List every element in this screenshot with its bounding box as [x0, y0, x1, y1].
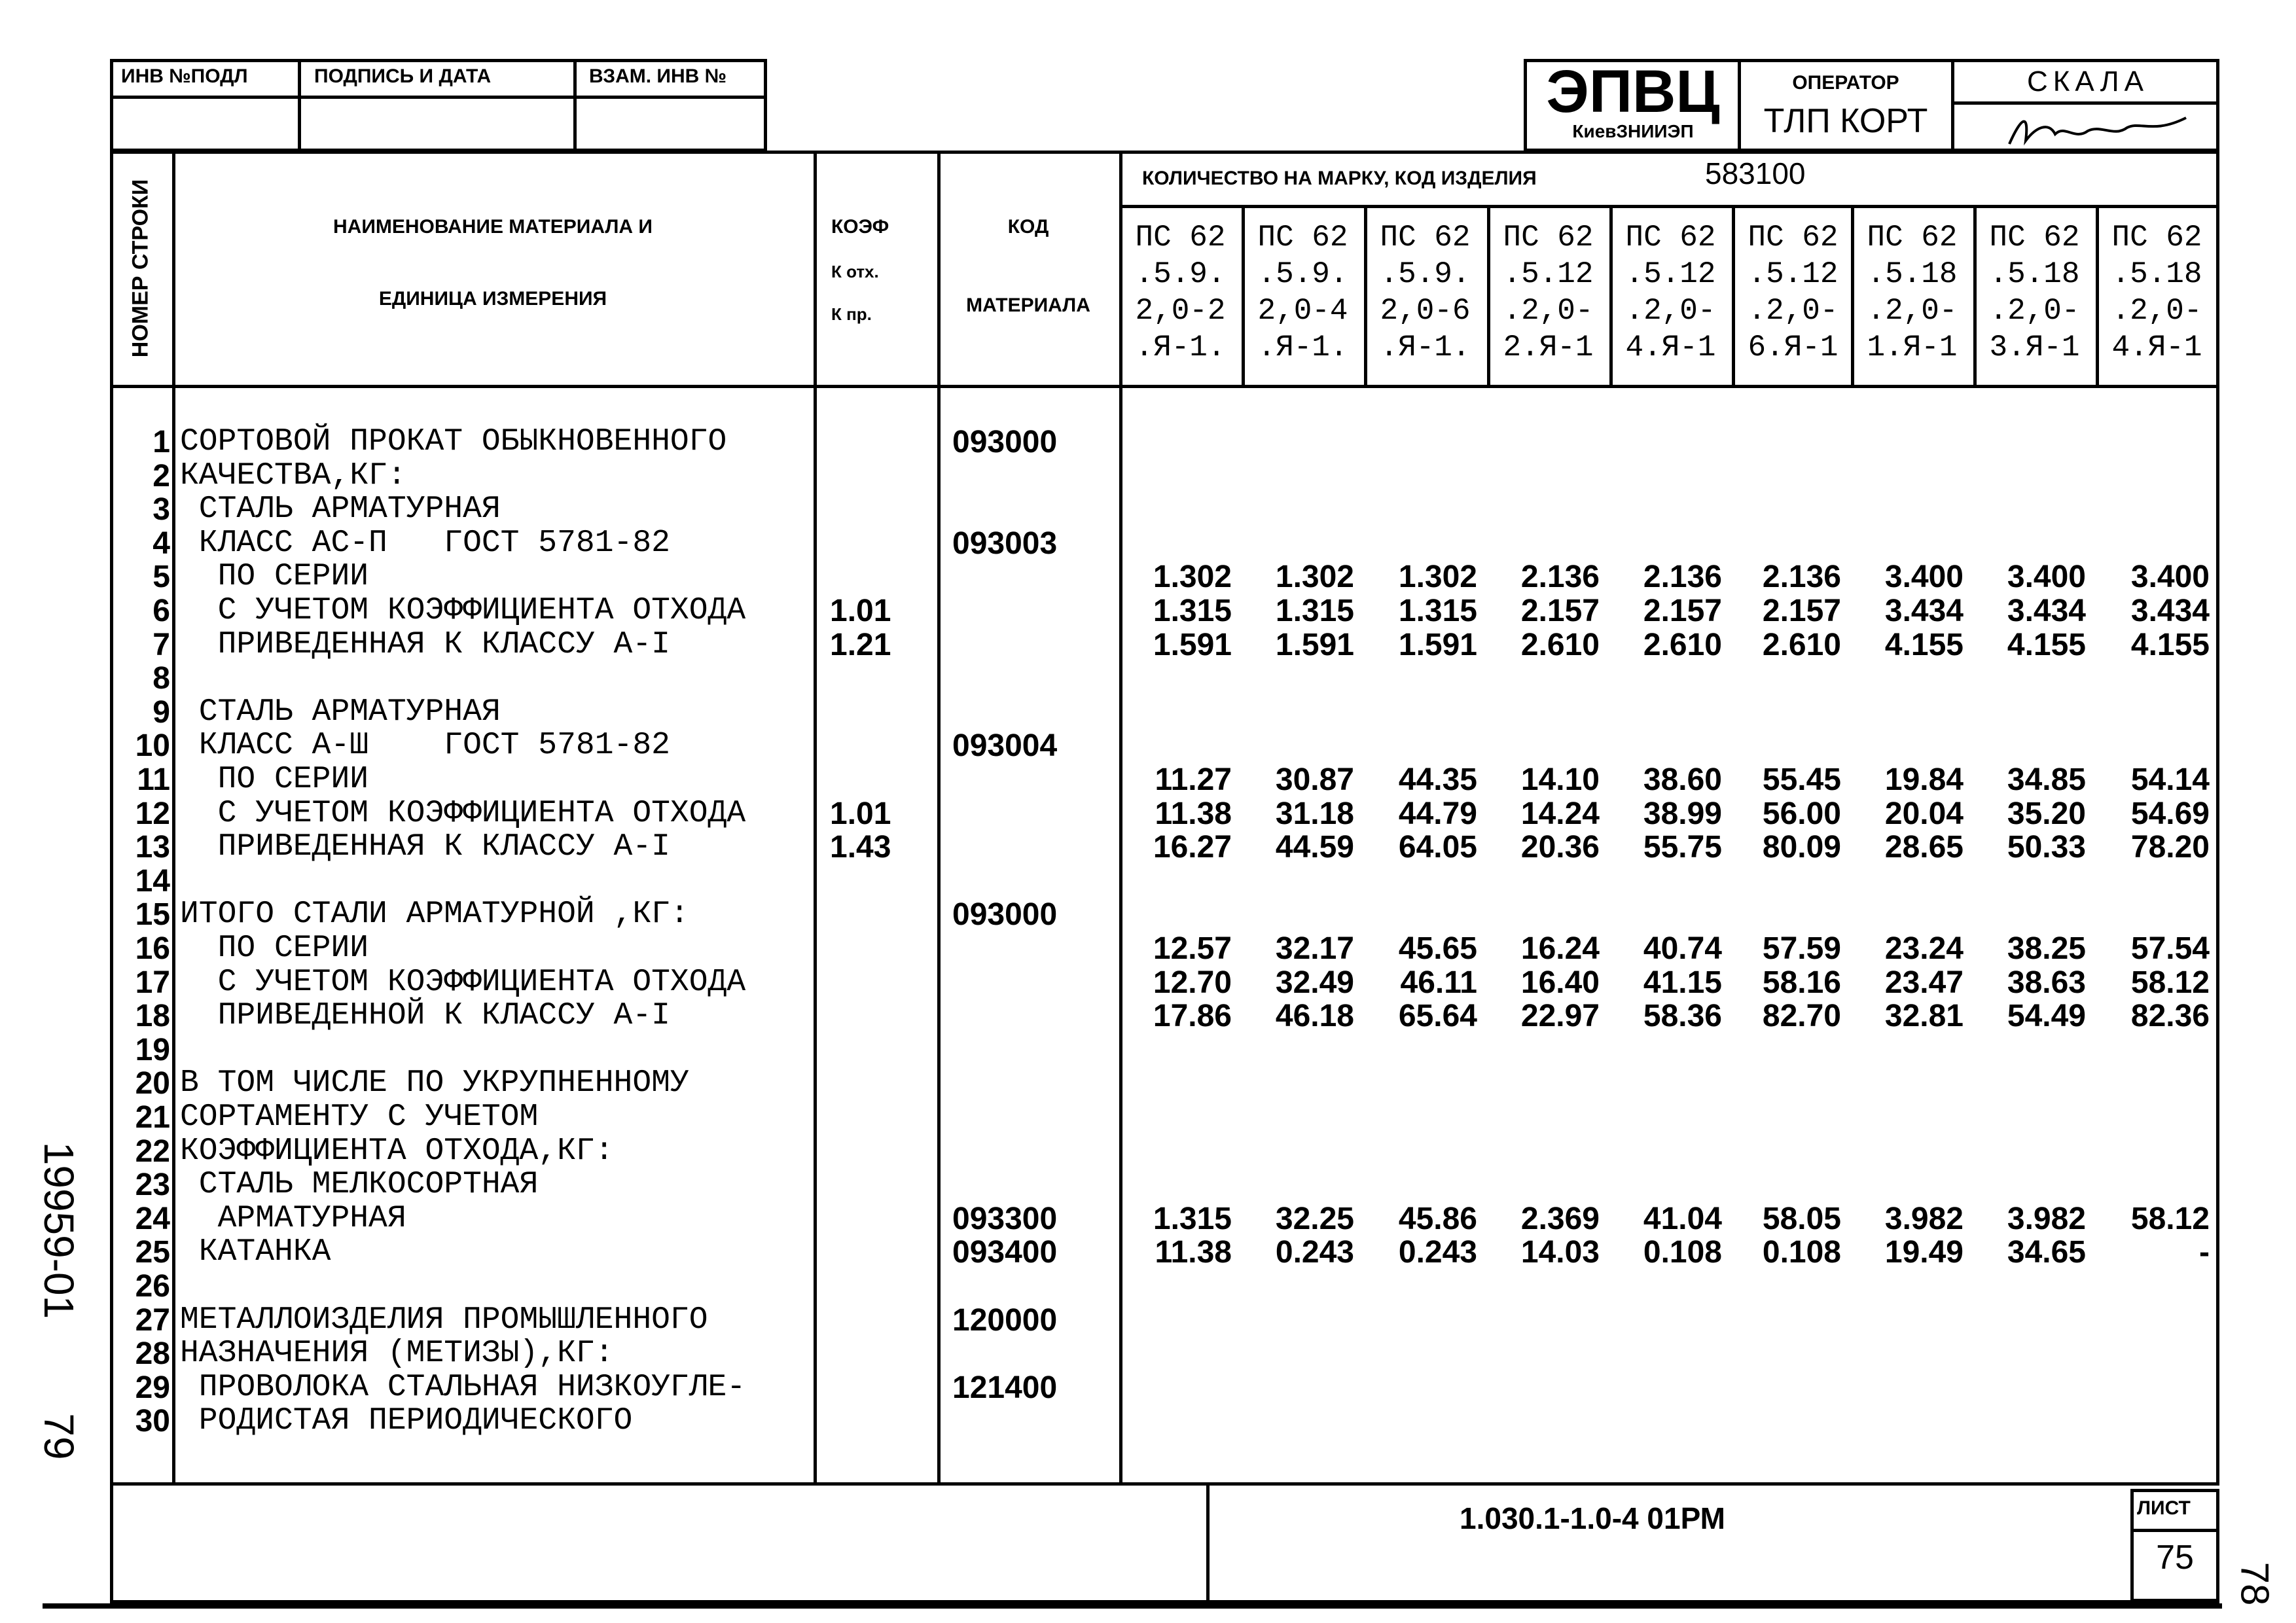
mark-header: ПС 62 .5.9. 2,0-6 .Я-1. [1380, 221, 1471, 365]
quantity-value: 2.610 [1520, 627, 1600, 662]
mark-header: ПС 62 .5.12 .2,0- 4.Я-1 [1625, 221, 1716, 365]
quantity-value: 22.97 [1520, 999, 1600, 1034]
quantity-value: 2.136 [1643, 560, 1722, 595]
quantity-value: 28.65 [1884, 830, 1964, 865]
material-code: 093000 [952, 425, 1058, 459]
material-header-line2: ЕДИНИЦА ИЗМЕРЕНИЯ [378, 288, 607, 310]
material-name: С УЧЕТОМ КОЭФФИЦИЕНТА ОТХОДА [180, 964, 746, 1000]
quantity-value: 38.60 [1643, 762, 1722, 797]
mark-header: ПС 62 .5.18 .2,0- 3.Я-1 [1989, 221, 2080, 365]
quantity-value: 3.434 [2007, 594, 2086, 628]
koef-value: 1.01 [830, 796, 891, 831]
quantity-value: 3.434 [1884, 594, 1964, 628]
row-number: 16 [135, 931, 170, 966]
material-name: СТАЛЬ МЕЛКОСОРТНАЯ [180, 1167, 539, 1203]
divider [937, 151, 941, 1486]
signature-icon [2003, 108, 2193, 154]
quantity-value: 17.86 [1153, 999, 1232, 1034]
quantity-value: 55.75 [1643, 830, 1722, 865]
quantity-value: 54.69 [2130, 796, 2210, 831]
quantity-value: 44.59 [1275, 830, 1354, 865]
quantity-value: 41.15 [1643, 965, 1722, 1000]
row-number: 26 [135, 1269, 170, 1304]
mark-header: ПС 62 .5.9. 2,0-2 .Я-1. [1135, 221, 1226, 365]
quantity-value: 64.05 [1398, 830, 1477, 865]
row-number: 29 [135, 1370, 170, 1405]
left-margin-page: 79 [35, 1413, 82, 1460]
quantity-value: 32.49 [1275, 965, 1354, 1000]
quantity-value: 4.155 [2007, 627, 2086, 662]
row-number: 30 [135, 1404, 170, 1439]
row-number: 5 [152, 560, 170, 595]
material-name: ПРИВЕДЕННАЯ К КЛАССУ А-I [180, 626, 670, 662]
inv-podl-label: ИНВ №ПОДЛ [121, 65, 248, 87]
row-number: 19 [135, 1032, 170, 1067]
quantity-value: 1.315 [1153, 1201, 1232, 1236]
material-name: ИТОГО СТАЛИ АРМАТУРНОЙ ,КГ: [180, 897, 689, 933]
quantity-value: 1.315 [1275, 594, 1354, 628]
quantity-value: 2.369 [1520, 1201, 1600, 1236]
row-number: 4 [152, 526, 170, 561]
quantity-value: 3.400 [2007, 560, 2086, 595]
quantity-value: 1.591 [1153, 627, 1232, 662]
row-number: 10 [135, 728, 170, 764]
bottom-line [43, 1603, 2222, 1609]
row-number: 14 [135, 863, 170, 899]
row-number: 8 [152, 661, 170, 696]
quantity-value: 1.315 [1153, 594, 1232, 628]
material-name: СТАЛЬ АРМАТУРНАЯ [180, 491, 501, 527]
quantity-value: 3.400 [1884, 560, 1964, 595]
skala-label: СКАЛА [2027, 65, 2149, 98]
quantity-value: 1.591 [1398, 627, 1477, 662]
material-name: КЛАСС А-Ш ГОСТ 5781-82 [180, 728, 670, 764]
document-code: 1.030.1-1.0-4 01РМ [1460, 1501, 1725, 1535]
quantity-value: 14.24 [1520, 796, 1600, 831]
quantity-value: 12.57 [1153, 931, 1232, 966]
quantity-value: 2.610 [1762, 627, 1841, 662]
koef-value: 1.43 [830, 830, 891, 865]
quantity-value: 2.136 [1520, 560, 1600, 595]
quantity-value: 38.25 [2007, 931, 2086, 966]
left-margin-number: 19959-01 [35, 1141, 82, 1319]
operator-label: ОПЕРАТОР [1792, 72, 1899, 94]
quantity-value: 4.155 [2130, 627, 2210, 662]
row-number: 23 [135, 1168, 170, 1203]
material-name: АРМАТУРНАЯ [180, 1200, 406, 1236]
divider [2130, 1529, 2219, 1532]
material-name: С УЧЕТОМ КОЭФФИЦИЕНТА ОТХОДА [180, 795, 746, 831]
quantity-value: 65.64 [1398, 999, 1477, 1034]
row-number: 3 [152, 492, 170, 527]
row-number: 27 [135, 1302, 170, 1338]
material-name: РОДИСТАЯ ПЕРИОДИЧЕСКОГО [180, 1403, 633, 1439]
quantity-value: 44.79 [1398, 796, 1477, 831]
quantity-value: 57.59 [1762, 931, 1841, 966]
divider [172, 151, 175, 1486]
row-number: 9 [152, 694, 170, 730]
divider [110, 96, 767, 99]
divider [1951, 101, 2219, 105]
quantity-value: 82.36 [2130, 999, 2210, 1034]
quantity-value: 32.25 [1275, 1201, 1354, 1236]
row-number: 18 [135, 999, 170, 1034]
quantity-value: 82.70 [1762, 999, 1841, 1034]
quantity-value: 3.982 [1884, 1201, 1964, 1236]
quantity-value: 34.65 [2007, 1235, 2086, 1270]
quantity-value: 34.85 [2007, 762, 2086, 797]
quantity-value: 78.20 [2130, 830, 2210, 865]
quantity-value: 58.12 [2130, 1201, 2210, 1236]
koef-value: 1.01 [830, 594, 891, 628]
divider [1119, 205, 2219, 208]
quantity-value: 12.70 [1153, 965, 1232, 1000]
vzam-inv-label: ВЗАМ. ИНВ № [589, 65, 727, 87]
material-code: 120000 [952, 1302, 1058, 1338]
quantity-value: 16.40 [1520, 965, 1600, 1000]
quantity-value: 46.18 [1275, 999, 1354, 1034]
material-name: МЕТАЛЛОИЗДЕЛИЯ ПРОМЫШЛЕННОГО [180, 1302, 708, 1338]
row-number: 13 [135, 830, 170, 865]
quantity-value: 2.136 [1762, 560, 1841, 595]
material-name: СОРТАМЕНТУ С УЧЕТОМ [180, 1099, 539, 1135]
row-number: 17 [135, 965, 170, 1000]
quantity-value: 54.49 [2007, 999, 2086, 1034]
material-name: ПРОВОЛОКА СТАЛЬНАЯ НИЗКОУГЛЕ- [180, 1369, 746, 1405]
material-name: НАЗНАЧЕНИЯ (МЕТИЗЫ),КГ: [180, 1336, 614, 1372]
quantity-value: 58.16 [1762, 965, 1841, 1000]
row-number: 2 [152, 458, 170, 493]
material-name: ПО СЕРИИ [180, 931, 369, 966]
row-number: 21 [135, 1100, 170, 1135]
row-number: 6 [152, 594, 170, 628]
product-code: 583100 [1705, 156, 1806, 190]
quantity-value: 41.04 [1643, 1201, 1722, 1236]
material-name: КОЭФФИЦИЕНТА ОТХОДА,КГ: [180, 1133, 614, 1169]
divider [814, 151, 817, 1486]
quantity-value: 1.315 [1398, 594, 1477, 628]
quantity-value: 38.99 [1643, 796, 1722, 831]
quantity-value: 45.86 [1398, 1201, 1477, 1236]
material-code: 093004 [952, 728, 1058, 764]
material-name: ПО СЕРИИ [180, 559, 369, 595]
quantity-value: 19.84 [1884, 762, 1964, 797]
quantity-value: 32.17 [1275, 931, 1354, 966]
quantity-value: 0.108 [1643, 1235, 1722, 1270]
row-number: 15 [135, 897, 170, 933]
quantity-value: 1.302 [1275, 560, 1354, 595]
material-header-line1: НАИМЕНОВАНИЕ МАТЕРИАЛА И [332, 216, 653, 238]
quantity-value: 23.24 [1884, 931, 1964, 966]
quantity-value: 20.36 [1520, 830, 1600, 865]
right-margin-page: 78 [2233, 1561, 2277, 1606]
operator-value: ТЛП КОРТ [1763, 102, 1928, 140]
quantity-value: 44.35 [1398, 762, 1477, 797]
quantity-value: 40.74 [1643, 931, 1722, 966]
quantity-value: 11.38 [1155, 796, 1232, 831]
quantity-value: 14.10 [1520, 762, 1600, 797]
quantity-value: 2.610 [1643, 627, 1722, 662]
quantity-value: 55.45 [1762, 762, 1841, 797]
row-number: 1 [152, 425, 170, 459]
row-number: 28 [135, 1336, 170, 1372]
material-name: ПРИВЕДЕННОЙ К КЛАССУ А-I [180, 998, 670, 1034]
material-name: СТАЛЬ АРМАТУРНАЯ [180, 694, 501, 730]
quantity-value: 58.05 [1762, 1201, 1841, 1236]
quantity-value: 3.400 [2130, 560, 2210, 595]
row-number: 20 [135, 1066, 170, 1101]
koef-pr-header: К пр. [831, 304, 872, 324]
quantity-value: 1.591 [1275, 627, 1354, 662]
quantity-value: - [2199, 1235, 2210, 1270]
quantity-value: 1.302 [1153, 560, 1232, 595]
divider [110, 1484, 113, 1602]
quantity-value: 50.33 [2007, 830, 2086, 865]
quantity-value: 0.243 [1398, 1235, 1477, 1270]
material-code: 121400 [952, 1370, 1058, 1405]
quantity-value: 16.27 [1153, 830, 1232, 865]
podpis-data-label: ПОДПИСЬ И ДАТА [314, 65, 492, 87]
row-number: 22 [135, 1133, 170, 1169]
material-name: КЛАСС АС-П ГОСТ 5781-82 [180, 525, 670, 561]
quantity-value: 11.27 [1155, 762, 1232, 797]
row-number: 25 [135, 1235, 170, 1270]
material-code: 093300 [952, 1201, 1058, 1236]
mark-header: ПС 62 .5.18 .2,0- 1.Я-1 [1867, 221, 1958, 365]
quantity-value: 31.18 [1275, 796, 1354, 831]
quantity-value: 38.63 [2007, 965, 2086, 1000]
quantity-value: 45.65 [1398, 931, 1477, 966]
row-number: 7 [152, 627, 170, 662]
quantity-value: 54.14 [2130, 762, 2210, 797]
material-code: 093400 [952, 1235, 1058, 1270]
header-divider [110, 385, 2219, 388]
quantity-value: 57.54 [2130, 931, 2210, 966]
quantity-value: 2.157 [1762, 594, 1841, 628]
material-name: КАЧЕСТВА,КГ: [180, 457, 406, 493]
quantity-value: 58.36 [1643, 999, 1722, 1034]
mark-header: ПС 62 .5.12 .2,0- 6.Я-1 [1748, 221, 1839, 365]
quantity-value: 0.108 [1762, 1235, 1841, 1270]
material-code: 093003 [952, 526, 1058, 561]
sheet-label: ЛИСТ [2137, 1497, 2191, 1519]
quantity-value: 56.00 [1762, 796, 1841, 831]
mark-header: ПС 62 .5.9. 2,0-4 .Я-1. [1257, 221, 1348, 365]
mark-header: ПС 62 .5.12 .2,0- 2.Я-1 [1503, 221, 1594, 365]
material-name: КАТАНКА [180, 1234, 331, 1270]
koef-value: 1.21 [830, 627, 891, 662]
quantity-value: 16.24 [1520, 931, 1600, 966]
row-number: 11 [137, 762, 170, 797]
quantity-value: 32.81 [1884, 999, 1964, 1034]
quantity-value: 23.47 [1884, 965, 1964, 1000]
sheet-number: 75 [2156, 1539, 2194, 1577]
quantity-value: 58.12 [2130, 965, 2210, 1000]
quantity-value: 19.49 [1884, 1235, 1964, 1270]
quantity-value: 80.09 [1762, 830, 1841, 865]
quantity-value: 14.03 [1520, 1235, 1600, 1270]
material-name: ПРИВЕДЕННАЯ К КЛАССУ А-I [180, 829, 670, 865]
material-name: С УЧЕТОМ КОЭФФИЦИЕНТА ОТХОДА [180, 593, 746, 628]
org-sub: КиевЗНИИЭП [1572, 121, 1694, 141]
material-name: В ТОМ ЧИСЛЕ ПО УКРУПНЕННОМУ [180, 1065, 689, 1101]
koef-header: КОЭФ [831, 216, 889, 238]
material-name: ПО СЕРИИ [180, 762, 369, 797]
row-number: 24 [135, 1201, 170, 1236]
quantity-header: КОЛИЧЕСТВО НА МАРКУ, КОД ИЗДЕЛИЯ [1142, 168, 1537, 189]
divider [1951, 59, 1954, 152]
quantity-value: 30.87 [1275, 762, 1354, 797]
org-name: ЭПВЦ [1546, 58, 1720, 125]
quantity-value: 3.434 [2130, 594, 2210, 628]
quantity-value: 0.243 [1275, 1235, 1354, 1270]
row-number: 12 [135, 796, 170, 831]
koef-otx-header: К отх. [831, 262, 879, 281]
mark-header: ПС 62 .5.18 .2,0- 4.Я-1 [2111, 221, 2202, 365]
divider [573, 59, 577, 152]
quantity-value: 11.38 [1155, 1235, 1232, 1270]
divider [298, 59, 301, 152]
quantity-value: 46.11 [1400, 965, 1477, 1000]
material-name: СОРТОВОЙ ПРОКАТ ОБЫКНОВЕННОГО [180, 424, 727, 459]
row-number-header: НОМЕР СТРОКИ [128, 179, 153, 358]
material-code: 093000 [952, 897, 1058, 933]
quantity-value: 2.157 [1520, 594, 1600, 628]
quantity-value: 20.04 [1884, 796, 1964, 831]
quantity-value: 1.302 [1398, 560, 1477, 595]
code-header-line2: МАТЕРИАЛА [966, 294, 1090, 316]
quantity-value: 2.157 [1643, 594, 1722, 628]
quantity-value: 35.20 [2007, 796, 2086, 831]
quantity-value: 3.982 [2007, 1201, 2086, 1236]
quantity-value: 4.155 [1884, 627, 1964, 662]
divider [1206, 1484, 1210, 1602]
code-header: КОД [1007, 216, 1049, 238]
